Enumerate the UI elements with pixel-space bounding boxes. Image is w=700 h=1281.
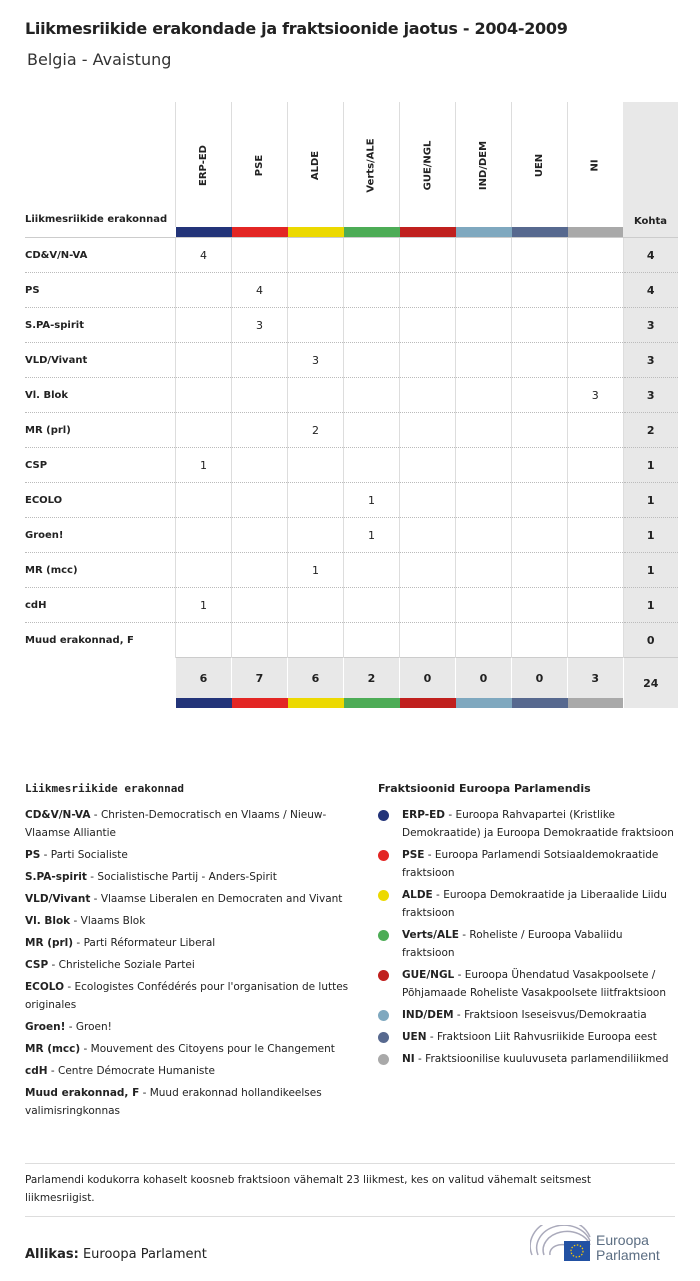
group-color-bar — [288, 698, 344, 708]
group-color-bar — [176, 227, 232, 238]
group-header — [400, 102, 456, 227]
group-color-bar — [232, 227, 288, 238]
party-name: CD&V/N-VA — [25, 238, 176, 273]
party-name: PS — [25, 273, 176, 308]
group-total: 0 — [456, 658, 512, 699]
group-abbr: UEN — [402, 1031, 427, 1043]
seat-count-cell — [288, 378, 344, 413]
seat-count-cell: 3 — [568, 378, 624, 413]
seat-count-cell — [568, 238, 624, 273]
group-desc: Euroopa Parlamendi Sotsiaaldemokraatide fraktsioon — [402, 849, 659, 879]
group-desc: Euroopa Ühendatud Vasakpoolsete / Põhjamaade Roheliste Vasakpoolsete liitfraktsioon — [402, 969, 666, 999]
row-header: Liikmesriikide erakonnad — [25, 214, 168, 225]
group-header-label: ALDE — [310, 150, 321, 181]
table-row — [25, 308, 678, 343]
group-abbr: GUE/NGL — [402, 969, 455, 981]
group-color-dot-icon — [378, 850, 389, 861]
group-header — [344, 102, 400, 227]
table-row — [25, 518, 678, 553]
seat-count-cell — [568, 448, 624, 483]
seat-count-cell — [512, 448, 568, 483]
seat-count-cell — [344, 588, 400, 623]
party-legend-item: MR (prl) - Parti Réformateur Liberal — [25, 937, 216, 949]
group-color-bar — [456, 227, 512, 238]
seat-count-cell: 2 — [288, 413, 344, 448]
party-legend-item: MR (mcc) - Mouvement des Citoyens pour le Changement — [25, 1043, 335, 1055]
seat-count-cell — [288, 308, 344, 343]
seat-count-cell — [456, 413, 512, 448]
group-total: 0 — [512, 658, 568, 699]
seat-count-cell: 1 — [344, 518, 400, 553]
group-color-dot-icon — [378, 970, 389, 981]
seat-count-cell: 1 — [176, 448, 232, 483]
seat-count-cell — [400, 378, 456, 413]
group-color-bar — [568, 698, 624, 708]
party-abbr: Vl. Blok — [25, 915, 71, 927]
seat-count-cell — [400, 448, 456, 483]
seat-count-cell — [232, 378, 288, 413]
seat-count-cell — [568, 308, 624, 343]
group-abbr: ERP-ED — [402, 809, 446, 821]
seat-count-cell — [176, 308, 232, 343]
groups-legend — [378, 780, 678, 1072]
group-legend-item: IND/DEM - Fraktsioon Iseseisvus/Demokraatia — [378, 1006, 678, 1024]
table-row — [25, 378, 678, 413]
seat-count-cell — [568, 413, 624, 448]
party-desc: Mouvement des Citoyens pour le Changement — [90, 1043, 335, 1055]
party-desc: Ecologistes Confédérés pour l'organisation de luttes originales — [25, 981, 349, 1011]
total-header: Kohta — [623, 102, 678, 238]
seat-count-cell — [400, 553, 456, 588]
seat-count-cell — [288, 623, 344, 658]
party-legend-item: Muud erakonnad, F - Muud erakonnad hollandikeelses valimisringkonnas — [25, 1087, 322, 1117]
party-desc: Centre Démocrate Humaniste — [58, 1065, 215, 1077]
group-desc: Euroopa Demokraatide ja Liberaalide Liidu fraktsioon — [402, 889, 667, 919]
seat-count-cell — [232, 623, 288, 658]
party-abbr: Groen! — [25, 1021, 66, 1033]
seat-count-cell — [456, 553, 512, 588]
party-legend-item: CSP - Christeliche Soziale Partei — [25, 959, 195, 971]
seat-count-cell — [512, 308, 568, 343]
seat-count-cell — [344, 448, 400, 483]
group-color-bar — [344, 698, 400, 708]
group-color-bar — [232, 698, 288, 708]
seat-count-cell — [344, 623, 400, 658]
divider — [25, 1216, 675, 1217]
seat-count-cell — [288, 588, 344, 623]
group-color-bar — [400, 698, 456, 708]
party-desc: Parti Socialiste — [50, 849, 128, 861]
row-total: 3 — [623, 378, 678, 413]
group-abbr: Verts/ALE — [402, 929, 459, 941]
party-abbr: cdH — [25, 1065, 48, 1077]
table-row — [25, 623, 678, 658]
bottom-color-bar — [25, 698, 678, 708]
group-desc: Fraktsioon Iseseisvus/Demokraatia — [464, 1009, 647, 1021]
seat-count-cell — [232, 413, 288, 448]
seat-count-cell — [456, 343, 512, 378]
seat-count-cell — [512, 413, 568, 448]
table-row — [25, 343, 678, 378]
group-color-bar — [176, 698, 232, 708]
table-row — [25, 273, 678, 308]
party-legend-item: cdH - Centre Démocrate Humaniste — [25, 1065, 215, 1077]
seat-count-cell — [232, 518, 288, 553]
divider — [25, 1163, 675, 1164]
footnote: Parlamendi kodukorra kohaselt koosneb fraktsioon vähemalt 23 liikmest, kes on valitud vähemalt seitsmest liikmesriigist. — [25, 1174, 592, 1204]
grand-total: 24 — [623, 658, 678, 709]
page-title: Liikmesriikide erakondade ja fraktsioonide jaotus - 2004-2009 — [25, 19, 568, 38]
party-legend-item: VLD/Vivant - Vlaamse Liberalen en Democraten and Vivant — [25, 893, 343, 905]
seat-count-cell — [456, 623, 512, 658]
source-value: Euroopa Parlament — [82, 1247, 207, 1262]
group-desc: Fraktsioonilise kuuluvuseta parlamendiliikmed — [425, 1053, 669, 1065]
group-header — [232, 102, 288, 227]
seat-count-cell — [400, 413, 456, 448]
row-total: 1 — [623, 448, 678, 483]
seat-count-cell — [512, 273, 568, 308]
seat-count-cell — [400, 238, 456, 273]
seat-count-cell — [176, 273, 232, 308]
group-color-bar — [512, 698, 568, 708]
party-legend-item: S.PA-spirit - Socialistische Partij - Anders-Spirit — [25, 871, 277, 883]
group-total: 2 — [344, 658, 400, 699]
row-total: 1 — [623, 588, 678, 623]
group-color-bar — [344, 227, 400, 238]
seat-count-cell — [456, 308, 512, 343]
seat-count-cell — [176, 483, 232, 518]
seat-count-cell — [344, 378, 400, 413]
group-color-bar — [400, 227, 456, 238]
group-color-bar — [568, 227, 624, 238]
groups-legend-title: Fraktsioonid Euroopa Parlamendis — [378, 782, 591, 795]
row-total: 3 — [623, 343, 678, 378]
seat-count-cell — [568, 588, 624, 623]
party-desc: Parti Réformateur Liberal — [83, 937, 216, 949]
group-legend-item: Verts/ALE - Roheliste / Euroopa Vabaliidu fraktsioon — [378, 926, 678, 962]
seat-count-cell — [400, 623, 456, 658]
seat-count-cell — [176, 623, 232, 658]
group-desc: Euroopa Rahvapartei (Kristlike Demokraatide) ja Euroopa Demokraatide fraktsioon — [402, 809, 674, 839]
seat-count-cell — [568, 483, 624, 518]
seat-count-cell — [456, 588, 512, 623]
table-row — [25, 483, 678, 518]
seat-count-cell — [456, 518, 512, 553]
party-legend-item: CD&V/N-VA - Christen-Democratisch en Vlaams / Nieuw-Vlaamse Alliantie — [25, 809, 327, 839]
group-total: 0 — [400, 658, 456, 699]
logo-text-line2: Parlament — [596, 1247, 660, 1263]
group-header — [288, 102, 344, 227]
seat-count-cell: 3 — [232, 308, 288, 343]
party-name: cdH — [25, 588, 176, 623]
seat-count-cell — [568, 343, 624, 378]
seat-count-cell — [512, 588, 568, 623]
source — [25, 1247, 207, 1262]
seat-count-cell — [512, 378, 568, 413]
group-header-label: GUE/NGL — [421, 140, 433, 191]
group-abbr: NI — [402, 1053, 415, 1065]
party-abbr: MR (prl) — [25, 937, 74, 949]
group-abbr: ALDE — [402, 889, 433, 901]
group-abbr: PSE — [402, 849, 425, 861]
row-total: 0 — [623, 623, 678, 658]
party-desc: Christeliche Soziale Partei — [58, 959, 195, 971]
party-abbr: VLD/Vivant — [25, 893, 91, 905]
seat-count-cell — [288, 518, 344, 553]
blank-cell — [25, 698, 176, 708]
party-name: S.PA-spirit — [25, 308, 176, 343]
party-abbr: ECOLO — [25, 981, 65, 993]
page-subtitle: Belgia - Avaistung — [27, 50, 172, 69]
group-total: 3 — [568, 658, 624, 699]
group-header-label: Verts/ALE — [365, 138, 377, 193]
group-color-dot-icon — [378, 890, 389, 901]
seat-count-cell — [568, 518, 624, 553]
party-name: ECOLO — [25, 483, 176, 518]
group-desc: Fraktsioon Liit Rahvusriikide Euroopa eest — [436, 1031, 657, 1043]
group-legend-item: UEN - Fraktsioon Liit Rahvusriikide Euroopa eest — [378, 1028, 678, 1046]
party-abbr: MR (mcc) — [25, 1043, 81, 1055]
group-total: 6 — [288, 658, 344, 699]
seat-count-cell — [400, 308, 456, 343]
party-name: MR (prl) — [25, 413, 176, 448]
party-abbr: CD&V/N-VA — [25, 809, 91, 821]
party-name: Groen! — [25, 518, 176, 553]
party-desc: Groen! — [75, 1021, 112, 1033]
seat-count-cell — [288, 238, 344, 273]
group-color-dot-icon — [378, 810, 389, 821]
logo-text-line1: Euroopa — [596, 1232, 649, 1248]
party-desc: Vlaamse Liberalen en Democraten and Vivant — [100, 893, 343, 905]
seat-count-cell — [456, 483, 512, 518]
seat-count-cell — [456, 273, 512, 308]
group-header — [568, 102, 624, 227]
totals-row — [25, 658, 678, 699]
seat-count-cell: 4 — [232, 273, 288, 308]
party-abbr: S.PA-spirit — [25, 871, 87, 883]
seat-count-cell — [344, 273, 400, 308]
row-total: 1 — [623, 483, 678, 518]
group-legend-item: GUE/NGL - Euroopa Ühendatud Vasakpoolsete / Põhjamaade Roheliste Vasakpoolsete liitfraktsioon — [378, 966, 678, 1002]
seat-count-cell — [232, 588, 288, 623]
european-parliament-logo — [530, 1225, 676, 1265]
group-color-bar — [456, 698, 512, 708]
seat-count-cell — [288, 273, 344, 308]
blank-cell — [25, 658, 176, 699]
seat-count-cell — [512, 553, 568, 588]
distribution-table — [25, 102, 678, 708]
seat-count-cell — [568, 273, 624, 308]
group-color-bar — [512, 227, 568, 238]
group-legend-item: NI - Fraktsioonilise kuuluvuseta parlamendiliikmed — [378, 1050, 678, 1068]
party-abbr: CSP — [25, 959, 49, 971]
seat-count-cell — [232, 553, 288, 588]
source-label: Allikas: — [25, 1247, 79, 1262]
party-legend-item: Groen! - Groen! — [25, 1021, 112, 1033]
party-legend-item: Vl. Blok - Vlaams Blok — [25, 915, 146, 927]
seat-count-cell: 1 — [288, 553, 344, 588]
seat-count-cell — [232, 483, 288, 518]
row-total: 4 — [623, 238, 678, 273]
seat-count-cell — [288, 483, 344, 518]
table-row — [25, 448, 678, 483]
parliament-hemicycle-icon — [530, 1225, 676, 1265]
seat-count-cell — [400, 483, 456, 518]
party-abbr: PS — [25, 849, 41, 861]
seat-count-cell: 4 — [176, 238, 232, 273]
seat-count-cell — [344, 553, 400, 588]
group-header-label: PSE — [254, 154, 265, 177]
party-abbr: Muud erakonnad, F — [25, 1087, 140, 1099]
party-name: MR (mcc) — [25, 553, 176, 588]
seat-count-cell — [176, 553, 232, 588]
seat-count-cell — [456, 378, 512, 413]
group-color-dot-icon — [378, 1054, 389, 1065]
seat-count-cell: 1 — [176, 588, 232, 623]
party-desc: Socialistische Partij - Anders-Spirit — [97, 871, 277, 883]
group-total: 6 — [176, 658, 232, 699]
party-name: CSP — [25, 448, 176, 483]
group-abbr: IND/DEM — [402, 1009, 454, 1021]
seat-count-cell: 3 — [288, 343, 344, 378]
row-total: 1 — [623, 518, 678, 553]
group-color-dot-icon — [378, 930, 389, 941]
table-row — [25, 553, 678, 588]
party-name: Vl. Blok — [25, 378, 176, 413]
seat-count-cell — [176, 378, 232, 413]
group-legend-item: ERP-ED - Euroopa Rahvapartei (Kristlike Demokraatide) ja Euroopa Demokraatide fraktsioon — [378, 806, 678, 842]
seat-count-cell — [512, 623, 568, 658]
group-color-dot-icon — [378, 1032, 389, 1043]
parties-legend-title: Liikmesriikide erakonnad — [25, 782, 184, 795]
seat-count-cell — [344, 343, 400, 378]
table-row — [25, 238, 678, 273]
table-row — [25, 588, 678, 623]
group-header — [512, 102, 568, 227]
party-legend-item: PS - Parti Socialiste — [25, 849, 128, 861]
seat-count-cell — [400, 343, 456, 378]
seat-count-cell — [176, 343, 232, 378]
party-desc: Christen-Democratisch en Vlaams / Nieuw-Vlaamse Alliantie — [25, 809, 327, 839]
seat-count-cell — [512, 483, 568, 518]
seat-count-cell — [568, 623, 624, 658]
row-total: 3 — [623, 308, 678, 343]
row-total: 1 — [623, 553, 678, 588]
seat-count-cell — [512, 343, 568, 378]
seat-count-cell: 1 — [344, 483, 400, 518]
group-header-label: NI — [590, 159, 601, 172]
seat-count-cell — [344, 413, 400, 448]
party-desc: Muud erakonnad hollandikeelses valimisringkonnas — [25, 1087, 322, 1117]
seat-count-cell — [232, 448, 288, 483]
seat-count-cell — [288, 448, 344, 483]
group-color-dot-icon — [378, 1010, 389, 1021]
seat-count-cell — [344, 238, 400, 273]
seat-count-cell — [232, 343, 288, 378]
party-name: Muud erakonnad, F — [25, 623, 176, 658]
row-total: 4 — [623, 273, 678, 308]
group-legend-item: PSE - Euroopa Parlamendi Sotsiaaldemokraatide fraktsioon — [378, 846, 678, 882]
seat-count-cell — [176, 413, 232, 448]
seat-count-cell — [176, 518, 232, 553]
group-header-label: IND/DEM — [477, 140, 489, 191]
group-legend-item: ALDE - Euroopa Demokraatide ja Liberaalide Liidu fraktsioon — [378, 886, 678, 922]
seat-count-cell — [232, 238, 288, 273]
seat-count-cell — [400, 518, 456, 553]
group-header-label: ERP-ED — [198, 145, 209, 186]
group-total: 7 — [232, 658, 288, 699]
seat-count-cell — [568, 553, 624, 588]
seat-count-cell — [400, 273, 456, 308]
seat-count-cell — [512, 238, 568, 273]
seat-count-cell — [400, 588, 456, 623]
table-row — [25, 413, 678, 448]
row-total: 2 — [623, 413, 678, 448]
seat-count-cell — [456, 448, 512, 483]
seat-count-cell — [512, 518, 568, 553]
party-legend-item: ECOLO - Ecologistes Confédérés pour l'organisation de luttes originales — [25, 981, 349, 1011]
group-header — [456, 102, 512, 227]
group-header — [176, 102, 232, 227]
seat-count-cell — [456, 238, 512, 273]
group-desc: Roheliste / Euroopa Vabaliidu fraktsioon — [402, 929, 623, 959]
group-color-bar — [288, 227, 344, 238]
seat-count-cell — [344, 308, 400, 343]
parties-legend — [25, 780, 355, 1124]
party-desc: Vlaams Blok — [80, 915, 146, 927]
group-header-label: UEN — [533, 153, 545, 178]
party-name: VLD/Vivant — [25, 343, 176, 378]
